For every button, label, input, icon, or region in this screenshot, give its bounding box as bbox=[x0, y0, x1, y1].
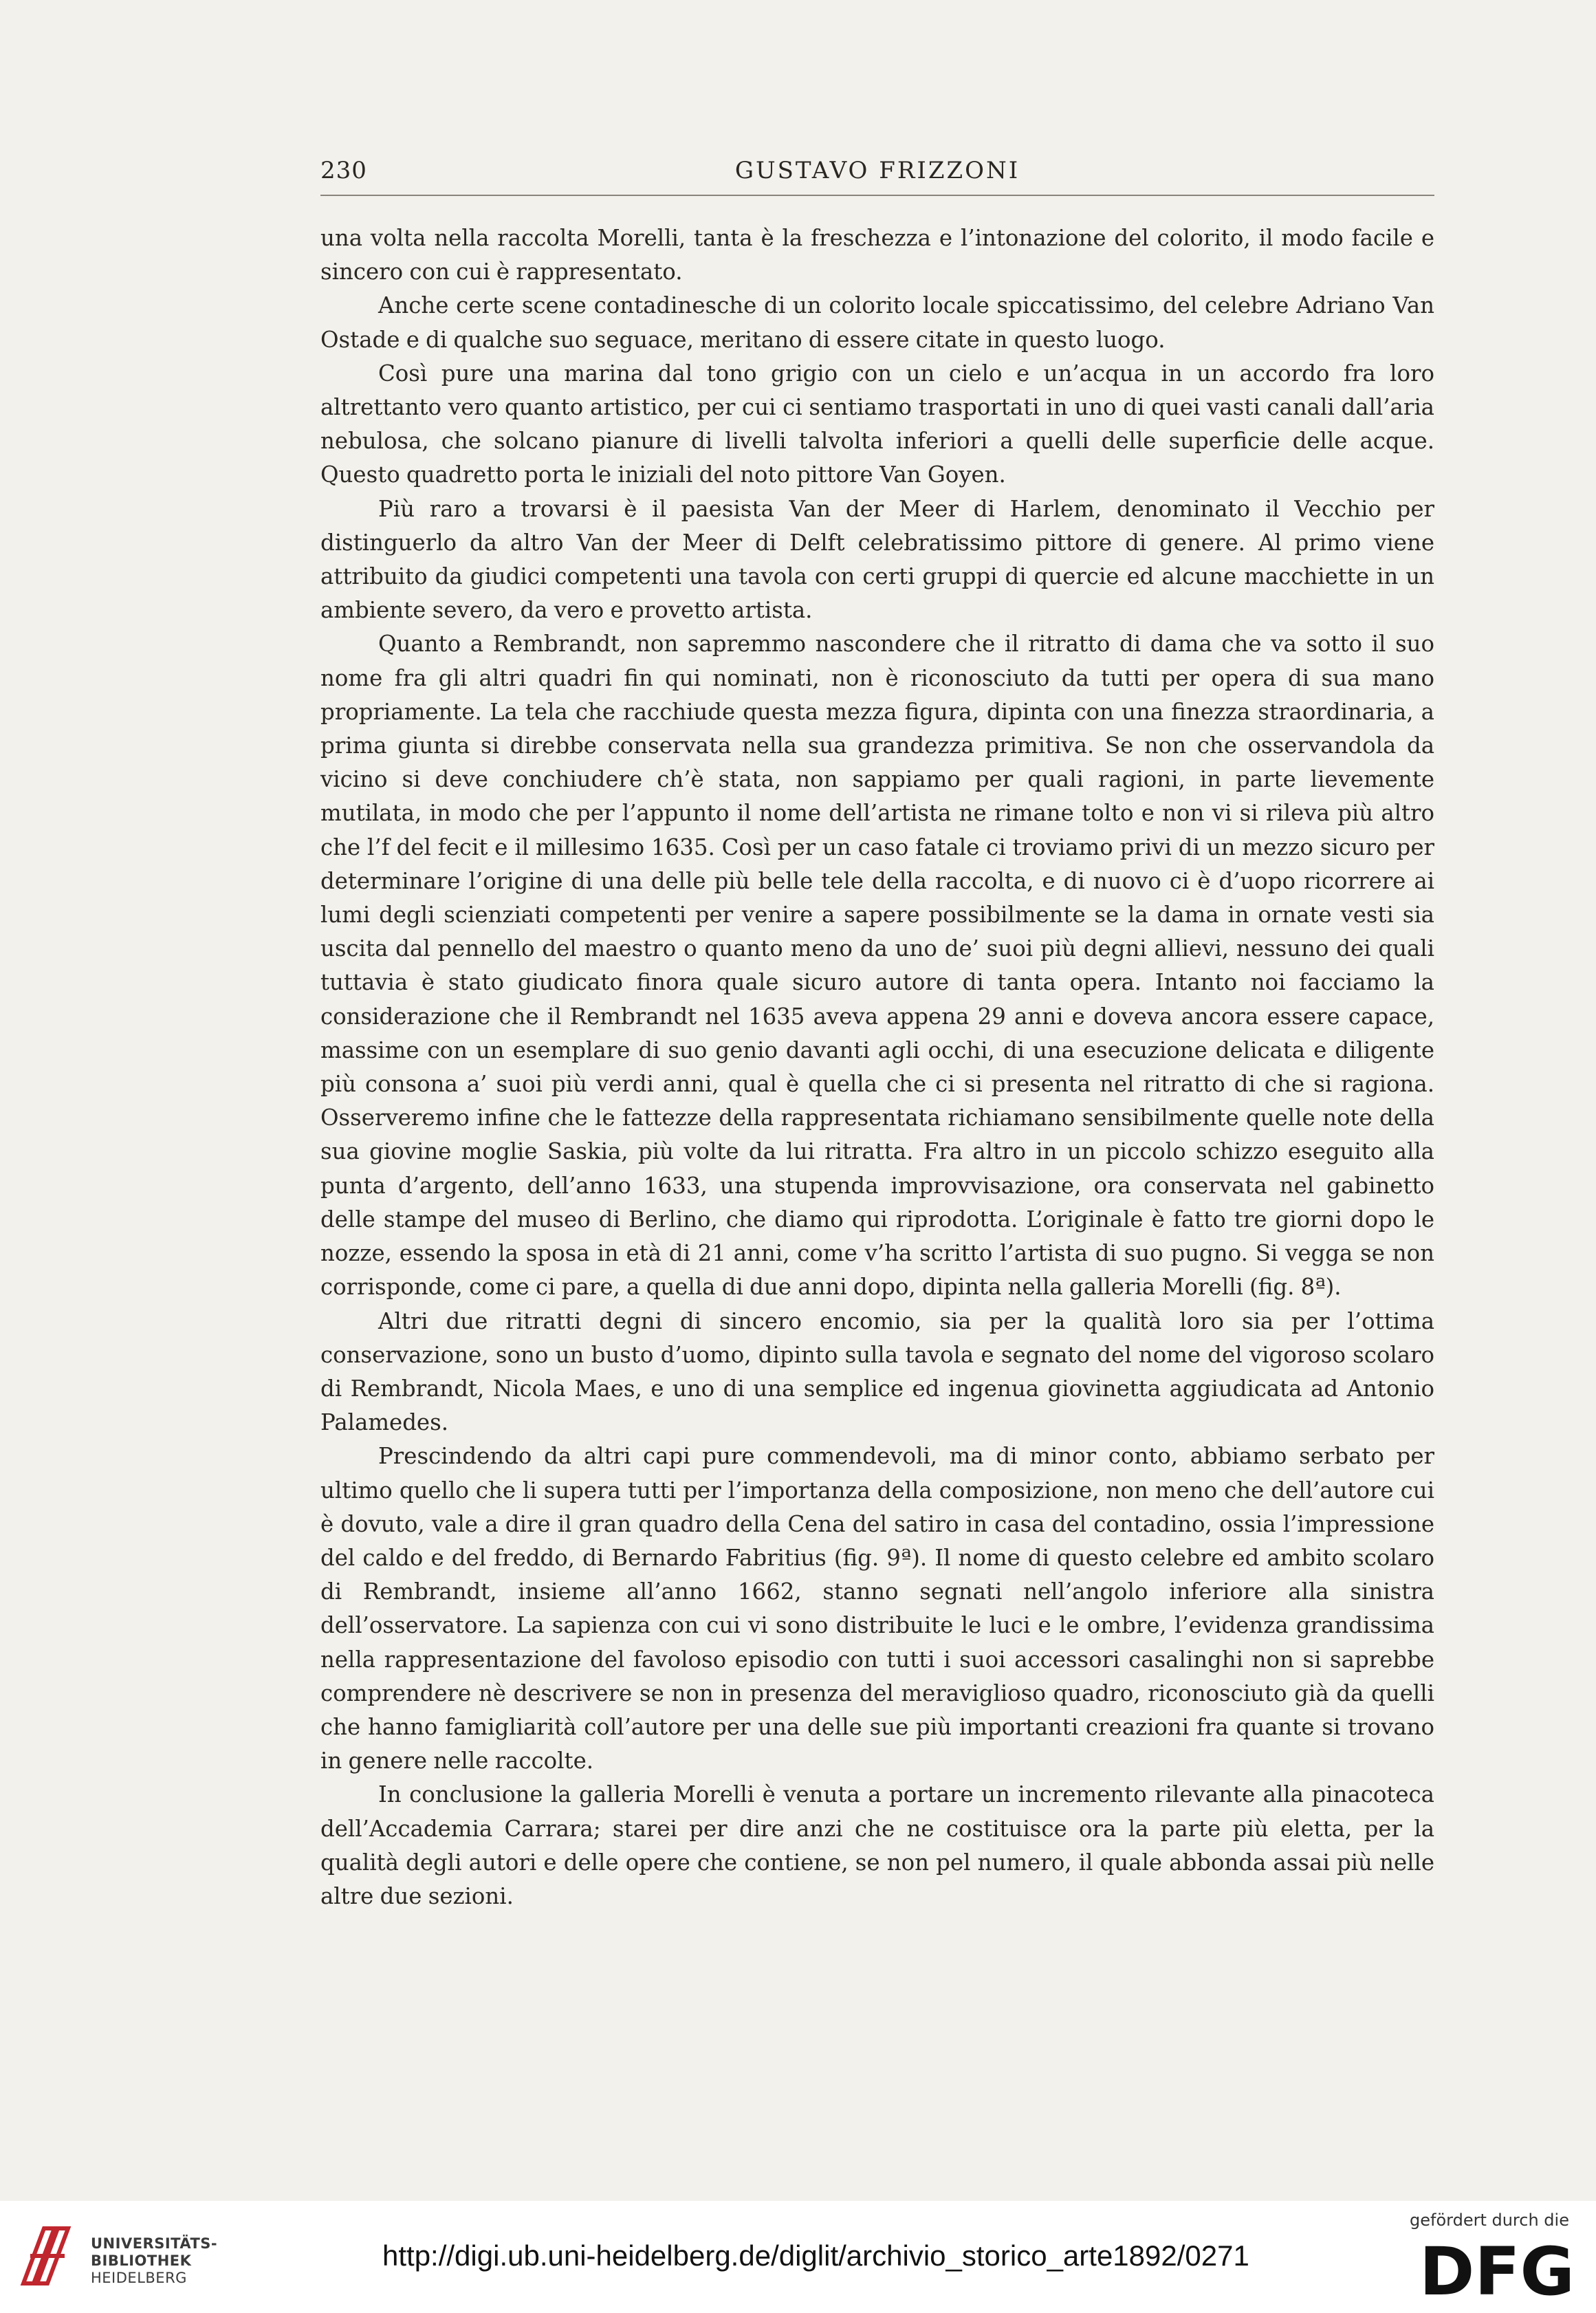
page-number: 230 bbox=[320, 157, 367, 184]
library-name-line: UNIVERSITÄTS- bbox=[91, 2235, 218, 2252]
page-header bbox=[320, 157, 1434, 198]
paragraph: Quanto a Rembrandt, non sapremmo nascondere che il ritratto di dama che va sotto il suo nome fra gli altri quadri fin qui nominati, non è riconosciuto da tutti per opera di sua mano propriamente. La tela che racchiude questa mezza figura, dipinta con una finezza straordinaria, a prima giunta si direbbe conservata nella sua grandezza primitiva. Se non che osservandola da vicino si deve conchiudere ch’è stata, non sappiamo per quali ragioni, in parte lievemente mutilata, in modo che per l’appunto il nome dell’artista ne rimane tolto e non vi si rileva più altro che l’f del fecit e il millesimo 1635. Così per un caso fatale ci troviamo privi di un mezzo sicuro per determinare l’origine di una delle più belle tele della raccolta, e di nuovo ci è d’uopo ricorrere ai lumi degli scienziati competenti per venire a sapere possibilmente se la dama in ornate vesti sia uscita dal pennello del maestro o quanto meno da uno de’ suoi più degni allievi, nessuno dei quali tuttavia è stato giudicato finora quale sicuro autore di tanta opera. Intanto noi facciamo la considerazione che il Rembrandt nel 1635 aveva appena 29 anni e doveva ancora essere capace, massime con un esemplare di suo genio davanti agli occhi, di una esecuzione delicata e diligente più consona a’ suoi più verdi anni, qual è quella che ci si presenta nel ritratto di che si ragiona. Osserveremo infine che le fattezze della rappresentata richiamano sensibilmente quelle note della sua giovine moglie Saskia, più volte da lui ritratta. Fra altro in un piccolo schizzo eseguito alla punta d’argento, dell’anno 1633, una stupenda improvvisazione, ora conservata nel gabinetto delle stampe del museo di Berlino, che diamo qui riprodotta. L’originale è fatto tre giorni dopo le nozze, essendo la sposa in età di 21 anni, come v’ha scritto l’artista di suo pugno. Si vegga se non corrisponde, come ci pare, a quella di due anni dopo, dipinta nella galleria Morelli (fig. 8ª). bbox=[320, 631, 1434, 1301]
paragraph: Anche certe scene contadinesche di un colorito locale spiccatissimo, del celebre Adriano Van Ostade e di qualche suo seguace, meritano di essere citate in questo luogo. bbox=[320, 292, 1434, 353]
library-name-line: BIBLIOTHEK bbox=[91, 2252, 192, 2269]
library-name-line: HEIDELBERG bbox=[91, 2270, 187, 2286]
header-rule bbox=[320, 195, 1434, 196]
paragraph: Prescindendo da altri capi pure commendevoli, ma di minor conto, abbiamo serbato per ultimo quello che li supera tutti per l’importanza della composizione, non meno che dell’autore cui è dovuto, vale a dire il gran quadro della Cena del satiro in casa del contadino, ossia l’impressione del caldo e del freddo, di Bernardo Fabritius (fig. 9ª). Il nome di questo celebre ed ambito scolaro di Rembrandt, insieme all’anno 1662, stanno segnati nell’angolo inferiore alla sinistra dell’osservatore. La sapienza con cui vi sono distribuite le luci e le ombre, l’evidenza grandissima nella rappresentazione del favoloso episodio con tutti i suoi accessori casalinghi non si saprebbe comprendere nè descrivere se non in presenza del meraviglioso quadro, riconosciuto già da quelli che hanno famigliarità coll’autore per una delle sue più importanti creazioni fra quante si trovano in genere nelle raccolte. bbox=[320, 1443, 1434, 1774]
paragraph: In conclusione la galleria Morelli è venuta a portare un incremento rilevante alla pinacoteca dell’Accademia Carrara; starei per dire anzi che ne costituisce ora la parte più eletta, per la qualità degli autori e delle opere che contiene, se non pel numero, il quale abbonda assai più nelle altre due sezioni. bbox=[320, 1781, 1434, 1909]
paragraph: una volta nella raccolta Morelli, tanta è la freschezza e l’intonazione del colorito, il modo facile e sincero con cui è rappresentato. bbox=[320, 225, 1434, 285]
running-title: GUSTAVO FRIZZONI bbox=[734, 157, 1020, 184]
permalink-url[interactable]: http://digi.ub.uni-heidelberg.de/diglit/archivio_storico_arte1892/0271 bbox=[382, 2239, 1249, 2272]
paragraph: Così pure una marina dal tono grigio con un cielo e un’acqua in un accordo fra loro altrettanto vero quanto artistico, per cui ci sentiamo trasportati in uno di quei vasti canali dall’aria nebulosa, che solcano pianure di livelli talvolta inferiori a quelli delle superficie delle acque. Questo quadretto porta le iniziali del noto pittore Van Goyen. bbox=[320, 360, 1434, 488]
paragraph: Più raro a trovarsi è il paesista Van der Meer di Harlem, denominato il Vecchio per distinguerlo da altro Van der Meer di Delft celebratissimo pittore di genere. Al primo viene attribuito da giudici competenti una tavola con certi gruppi di quercie ed alcune macchiette in un ambiente severo, da vero e provetto artista. bbox=[320, 495, 1434, 624]
library-name bbox=[91, 2235, 217, 2287]
article-body bbox=[320, 221, 1434, 1913]
ub-heidelberg-logo-icon[interactable] bbox=[17, 2215, 78, 2297]
viewer-footer bbox=[0, 2201, 1596, 2313]
dfg-logo[interactable] bbox=[1419, 2239, 1577, 2300]
funder-label: gefördert durch die bbox=[1410, 2211, 1569, 2230]
paragraph: Altri due ritratti degni di sincero encomio, sia per la qualità loro sia per l’ottima conservazione, sono un busto d’uomo, dipinto sulla tavola e segnato del nome del vigoroso scolaro di Rembrandt, Nicola Maes, e uno di una semplice ed ingenua giovinetta aggiudicata ad Antonio Palamedes. bbox=[320, 1307, 1434, 1436]
dfg-logo-text: DFG bbox=[1419, 2239, 1575, 2300]
